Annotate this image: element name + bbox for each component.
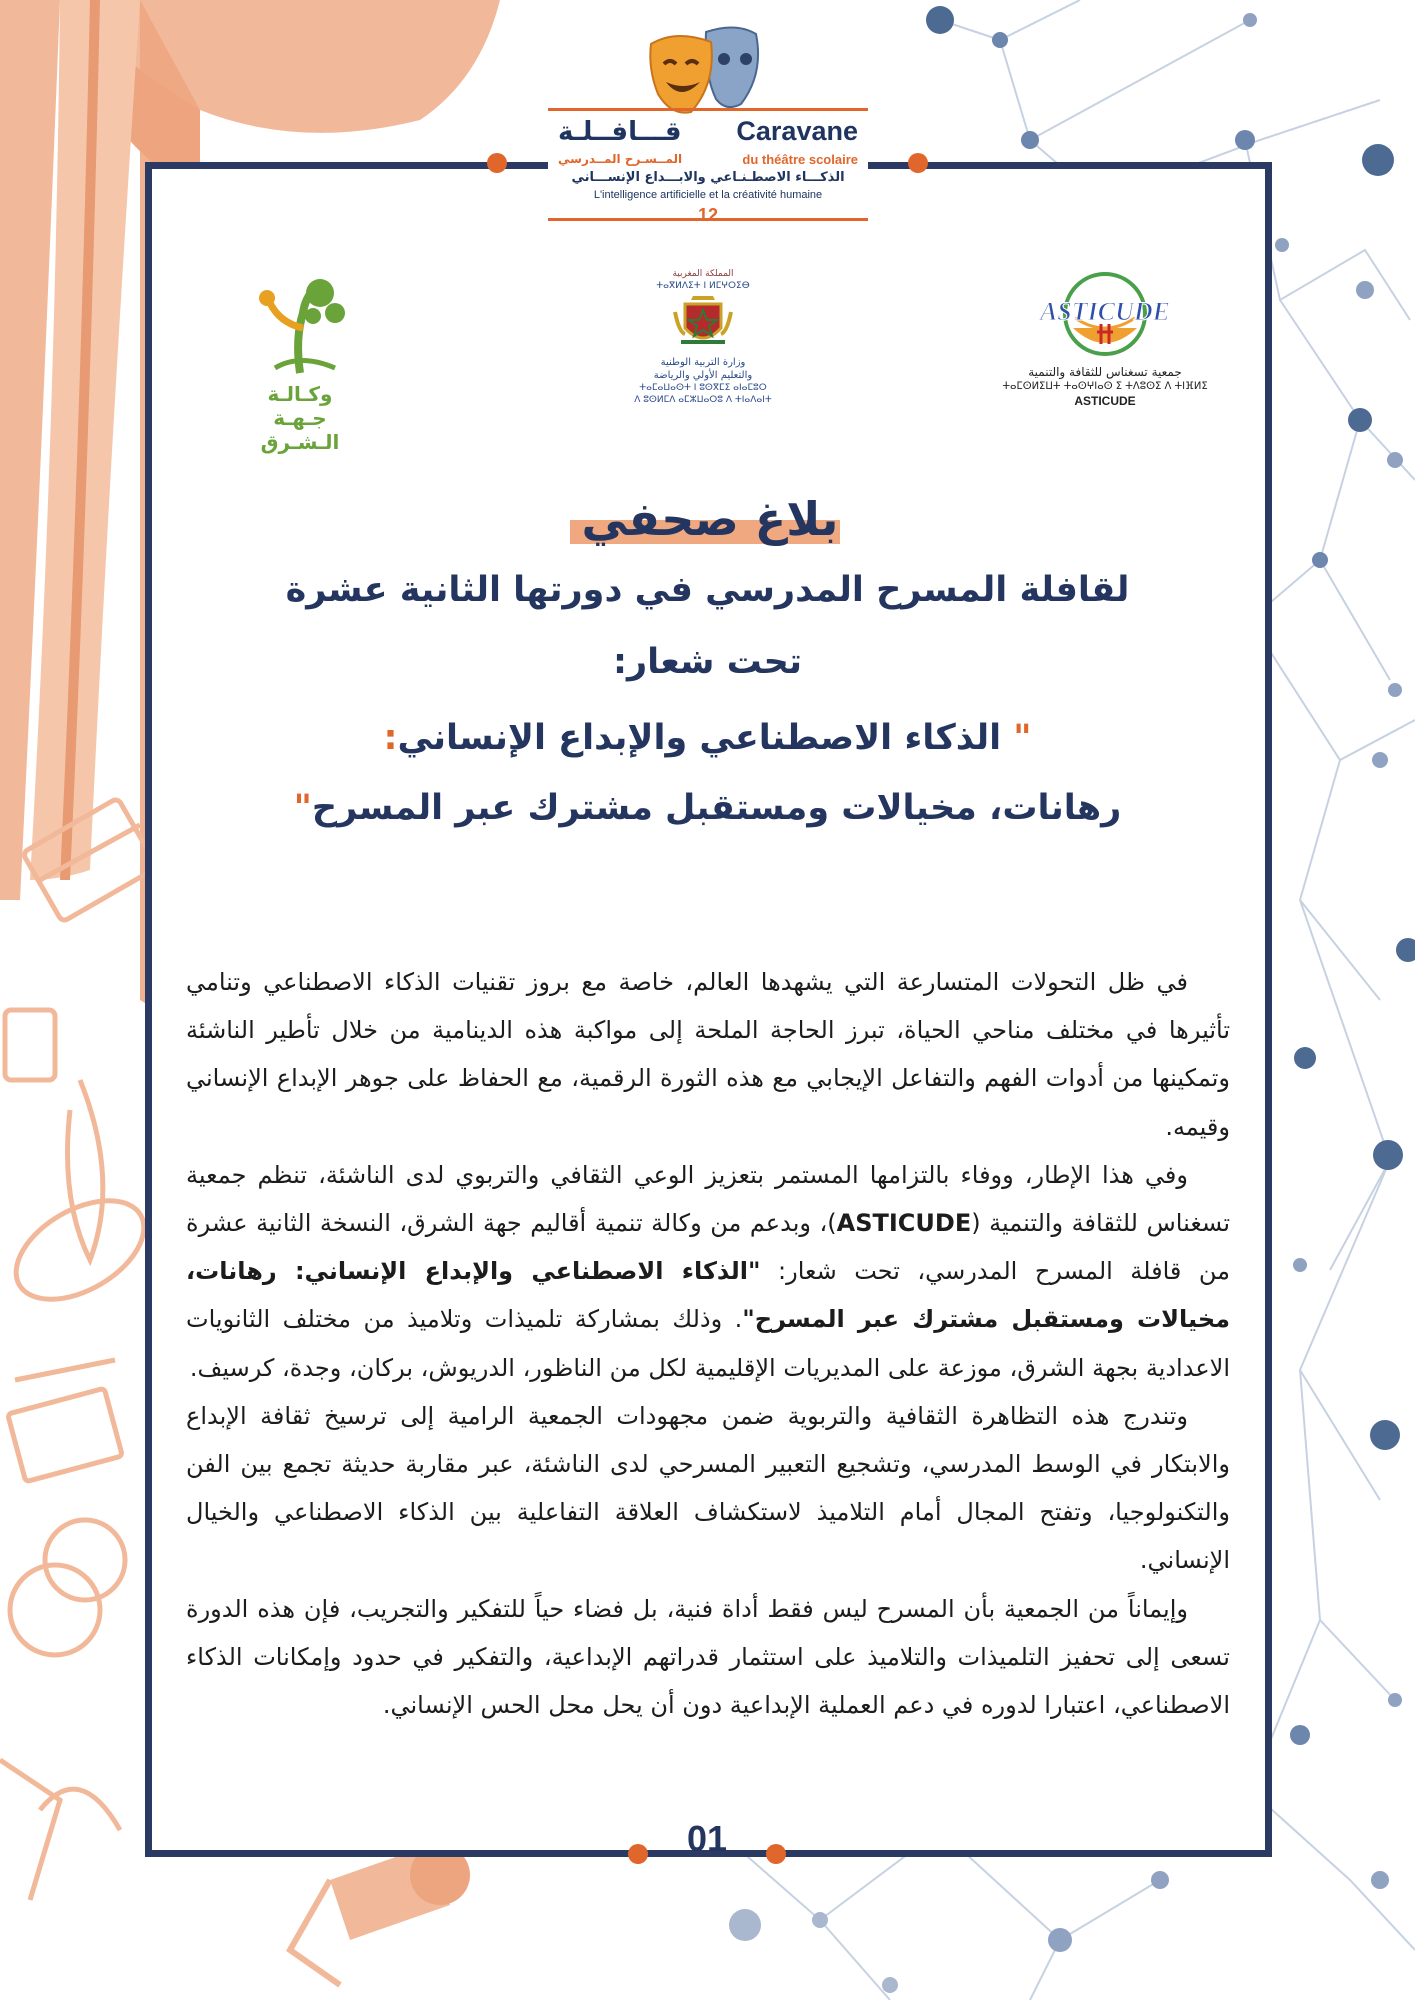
body-paragraph-2	[186, 1151, 1230, 1392]
ministry-name-ar: وزارة التربية الوطنية والتعليم الأولي والرياضة	[653, 357, 753, 381]
ministry-kingdom-ar: المملكة المغربية	[672, 269, 734, 279]
heading-caravan-edition: لقافلة المسرح المدرسي في دورتها الثانية عشرة	[285, 570, 1130, 610]
tree-emblem-icon	[245, 268, 355, 378]
press-release-body	[186, 958, 1230, 1729]
logo-theme-ar: الذكـــاء الاصطـنـاعي والابـــداع الإنســـاني	[571, 170, 845, 185]
logo-subtitle-row	[558, 152, 858, 167]
p2-part-e: . وذلك بمشاركة تلميذات وتلاميذ من مختلف الثانويات الاعدادية بجهة الشرق، موزعة على المديريات الإقليمية لكل من الناظور، الدريوش، بركان، وجدة، كرسيف.	[186, 1305, 1230, 1382]
slogan-close-quote: "	[293, 788, 312, 828]
logo-subtitle-fr: du théâtre scolaire	[742, 152, 858, 167]
film-reel-icons	[0, 798, 161, 1900]
press-release-title: بلاغ صحفي	[581, 492, 839, 546]
asticude-name-ar: جمعية تسغناس للثقافة والتنمية	[1028, 365, 1182, 379]
slogan-line1-text: الذكاء الاصطناعي والإبداع الإنساني	[397, 718, 1002, 758]
page-number: 01	[686, 1818, 728, 1859]
frame-top-left-dot	[487, 153, 507, 173]
theatre-masks-icon	[646, 24, 770, 119]
logo-edition-number: 12	[697, 205, 719, 225]
body-paragraph-4: وإيماناً من الجمعية بأن المسرح ليس فقط أداة فنية، بل فضاء حياً للتفكير والتجريب، فإن هذه الدورة تسعى إلى تحفيز التلميذات والتلاميذ على استثمار قدراتهم الإبداعية، والتفكير في حدود وإمكانات الذكاء الاصطناعي، اعتبارا لدوره في دعم العملية الإبداعية دون أن يحل محل الحس الإنساني.	[186, 1594, 1230, 1720]
heading-slogan-line1	[200, 718, 1215, 758]
asticude-emblem-icon	[1035, 268, 1175, 360]
asticude-badge-text: ASTICUDE	[1039, 297, 1171, 326]
ministry-kingdom-tif: ⵜⴰⴳⵍⴷⵉⵜ ⵏ ⵍⵎⵖⵔⵉⴱ	[656, 281, 750, 291]
asticude-logo	[995, 268, 1215, 408]
p2-part-a: وفي هذا الإطار، ووفاء بالتزامها المستمر بتعزيز الوعي الثقافي والتربوي لدى الناشئة، تنظم جمعية تسغناس للثقافة والتنمية (	[186, 1160, 1230, 1238]
logo-theme-fr: L'intelligence artificielle et la créativité humaine	[593, 189, 823, 201]
asticude-name-tif: ⵜⴰⵎⵙⵍⵉⵡⵜ ⵜⴰⵙⵖⵏⴰⵙ ⵉ ⵜⴷⵓⵙⵉ ⴷ ⵜⵏⴼⵍⵉ	[1002, 381, 1208, 392]
frame-bottom-left-dot	[628, 1844, 648, 1864]
ministry-name-tif: ⵜⴰⵎⴰⵡⴰⵙⵜ ⵏ ⵓⵙⴳⵎⵉ ⴰⵏⴰⵎⵓⵔ ⴷ ⵓⵙⵍⵎⴷ ⴰⵎⵣⵡⴰⵔⵓ ⴷ ⵜⵏⴰⴷⴰⵏⵜ	[634, 383, 772, 405]
slogan-open-quote: "	[1001, 718, 1032, 758]
frame-bottom-right-dot	[766, 1844, 786, 1864]
festival-logo	[548, 24, 868, 234]
heading-under-slogan: تحت شعار:	[612, 642, 803, 682]
logo-name-ar: قـــافــلـة	[558, 117, 682, 147]
p2-asticude: ASTICUDE	[836, 1209, 972, 1238]
logo-name-fr: Caravane	[736, 116, 858, 146]
slogan-colon: :	[383, 718, 398, 758]
oriental-agency-logo	[235, 268, 365, 454]
body-paragraph-1: في ظل التحولات المتسارعة التي يشهدها العالم، خاصة مع بروز تقنيات الذكاء الاصطناعي وتنامي تأثيرها في مختلف مناحي الحياة، تبرز الحاجة الملحة إلى مواكبة هذه الدينامية من خلال تأطير الناشئة وتمكينها من أدوات الفهم والتفاعل الإيجابي مع هذه الثورة الرقمية، مع الحفاظ على جوهر الإبداع الإنساني وقيمه.	[186, 968, 1230, 1141]
frame-top-right-dot	[908, 153, 928, 173]
body-paragraph-3: وتندرج هذه التظاهرة الثقافية والتربوية ضمن مجهودات الجمعية الرامية إلى ترسيخ ثقافة الإبداع والابتكار في الوسط المدرسي، وتشجيع التعبير المسرحي لدى الناشئة، عبر مقاربة حديثة تجمع بين الفن والتكنولوجيا، وتفتح المجال أمام التلاميذ لاستكشاف العلاقة التفاعلية بين الذكاء الاصطناعي والخيال الإنساني.	[186, 1401, 1230, 1575]
oriental-agency-name: وكـالـة جـهـة الـشـرق	[260, 382, 340, 454]
slogan-line2-text: رهانات، مخيالات ومستقبل مشترك عبر المسرح	[311, 788, 1122, 828]
logo-name-row	[558, 116, 858, 147]
p2-part-c: )، وبدعم من وكالة تنمية أقاليم جهة الشرق، النسخة الثانية عشرة من قافلة المسرح المدرسي، تحت شعار:	[186, 1209, 1230, 1286]
ministry-logo	[628, 268, 778, 406]
coat-of-arms-icon	[671, 292, 735, 352]
logo-subtitle-ar: المــسـرح المــدرسي	[558, 152, 683, 166]
p2-slogan: "الذكاء الاصطناعي والإبداع الإنساني: رهانات، مخيالات ومستقبل مشترك عبر المسرح"	[186, 1257, 1230, 1334]
logo-divider-top	[548, 108, 868, 111]
stage-light-icon	[290, 1845, 470, 1985]
asticude-name-latin: ASTICUDE	[1074, 394, 1136, 408]
heading-slogan-line2	[200, 788, 1215, 828]
